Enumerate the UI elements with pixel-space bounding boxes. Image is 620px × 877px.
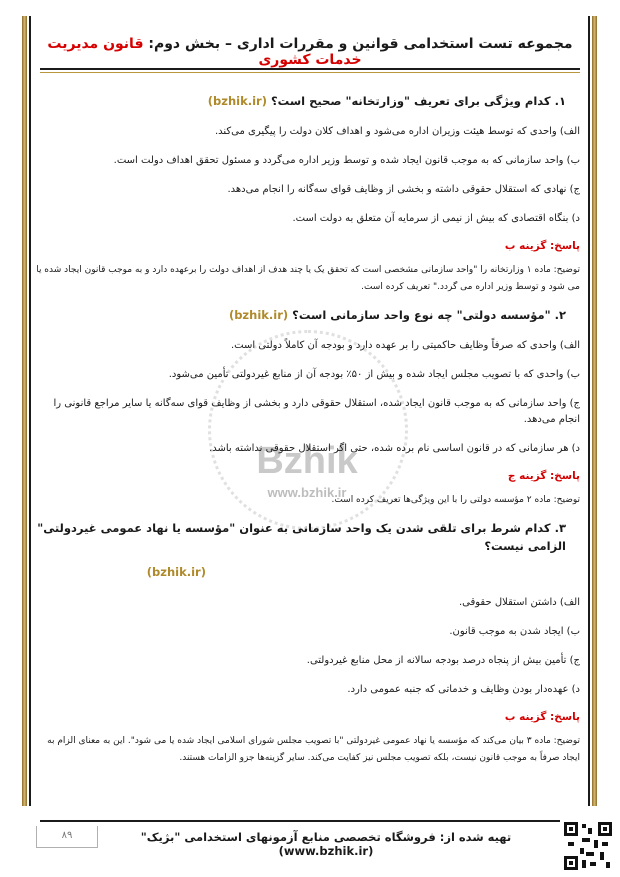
left-border-black bbox=[29, 16, 31, 806]
question-stem: ۱. کدام ویژگی برای تعریف "وزارتخانه" صحیح است؟ bbox=[270, 94, 566, 108]
option-d: د) بنگاه اقتصادی که بیش از نیمی از سرمایه آن متعلق به دولت است. bbox=[292, 213, 580, 224]
answer-label: پاسخ: گزینه ج bbox=[507, 470, 580, 482]
watermark-brand: Bzhik bbox=[256, 440, 358, 482]
option-b: ب) واحد سازمانی که به موجب قانون ایجاد شده و توسط وزیر اداره می‌گردد و مسئول تحقق اهداف دولت است. bbox=[113, 155, 580, 166]
question-stem: ۳. کدام شرط برای تلقی شدن یک واحد سازمانی به عنوان "مؤسسه یا نهاد عمومی غیردولتی" الزامی نیست؟ bbox=[37, 521, 566, 553]
footer-divider bbox=[40, 820, 560, 822]
right-border-gold bbox=[592, 16, 597, 806]
header-title: مجموعه تست استخدامی قوانین و مقررات اداری – بخش دوم: bbox=[143, 36, 573, 52]
option-c: ج) واحد سازمانی که به موجب قانون ایجاد شده، استقلال حقوقی دارد و بخشی از وظایف قوای سه‌گانه یا سایر مراجع قانونی را انجام می‌دهد. bbox=[53, 398, 580, 425]
question-block-2 bbox=[34, 306, 580, 509]
questions-content bbox=[34, 92, 580, 777]
option-d: د) عهده‌دار بودن وظایف و خدماتی که جنبه عمومی دارد. bbox=[347, 684, 580, 695]
source-tag: (bzhik.ir) bbox=[146, 565, 206, 579]
option-b: ب) ایجاد شدن به موجب قانون. bbox=[449, 626, 580, 637]
option-a: الف) واحدی که صرفاً وظایف حاکمیتی را بر عهده دارد و بودجه آن کاملاً دولتی است. bbox=[230, 340, 580, 351]
option-a: الف) داشتن استقلال حقوقی. bbox=[458, 597, 580, 608]
source-tag: (bzhik.ir) bbox=[228, 308, 289, 322]
footer-credit: تهیه شده از: فروشگاه تخصصی منابع آزمونهای استخدامی "بژیک" (www.bzhik.ir) bbox=[140, 830, 512, 858]
question-text bbox=[34, 519, 580, 581]
question-block-1 bbox=[34, 92, 580, 296]
left-border-gold bbox=[22, 16, 27, 806]
option-c: ج) تأمین بیش از پنجاه درصد بودجه سالانه از محل منابع غیردولتی. bbox=[306, 655, 580, 666]
source-tag: (bzhik.ir) bbox=[207, 94, 267, 108]
option-c: ج) نهادی که استقلال حقوقی داشته و بخشی از وظایف قوای سه‌گانه را انجام می‌دهد. bbox=[227, 184, 580, 195]
question-text bbox=[34, 306, 580, 324]
watermark-url: www.bzhik.ir bbox=[267, 485, 347, 500]
qr-code-icon bbox=[564, 822, 612, 870]
question-stem: ۲. "مؤسسه دولتی" چه نوع واحد سازمانی است؟ bbox=[292, 308, 566, 322]
option-d: د) هر سازمانی که در قانون اساسی نام برده شده، حتی اگر استقلال حقوقی نداشته باشد. bbox=[209, 443, 580, 454]
page-header bbox=[40, 36, 580, 66]
page-number: ۸۹ bbox=[36, 826, 98, 848]
right-border-black bbox=[588, 16, 590, 806]
explanation: توضیح: ماده ۱ وزارتخانه را "واحد سازمانی مشخصی است که تحقق یک یا چند هدف از اهداف دولت را برعهده دارد و به موجب قانون ایجاد شده یا می شود و توسط وزیر اداره می گردد." تعریف کرده است. bbox=[36, 265, 580, 292]
header-highlight: قانون مدیریت خدمات کشوری bbox=[47, 36, 362, 68]
explanation: توضیح: ماده ۳ بیان می‌کند که مؤسسه یا نهاد عمومی غیردولتی "با تصویب مجلس شورای اسلامی ایجاد شده یا می شود". این به معنای الزام به ایجاد صرفاً به موجب قانون نیست، بلکه تصویب مجلس نیز کفایت می‌کند. سایر گزینه‌ها جزو الزامات هستند. bbox=[47, 736, 580, 763]
question-text bbox=[34, 92, 580, 110]
option-a: الف) واحدی که توسط هیئت وزیران اداره می‌شود و اهداف کلان دولت را پیگیری می‌کند. bbox=[214, 126, 580, 137]
header-divider-gold bbox=[40, 72, 580, 73]
question-block-3 bbox=[34, 519, 580, 767]
option-b: ب) واحدی که با تصویب مجلس ایجاد شده و بیش از ۵۰٪ بودجه آن از منابع غیردولتی تأمین می‌شود. bbox=[168, 369, 580, 380]
explanation: توضیح: ماده ۲ مؤسسه دولتی را با این ویژگی‌ها تعریف کرده است. bbox=[331, 495, 580, 505]
answer-label: پاسخ: گزینه ب bbox=[504, 240, 580, 252]
header-divider bbox=[40, 68, 580, 70]
answer-label: پاسخ: گزینه ب bbox=[504, 711, 580, 723]
